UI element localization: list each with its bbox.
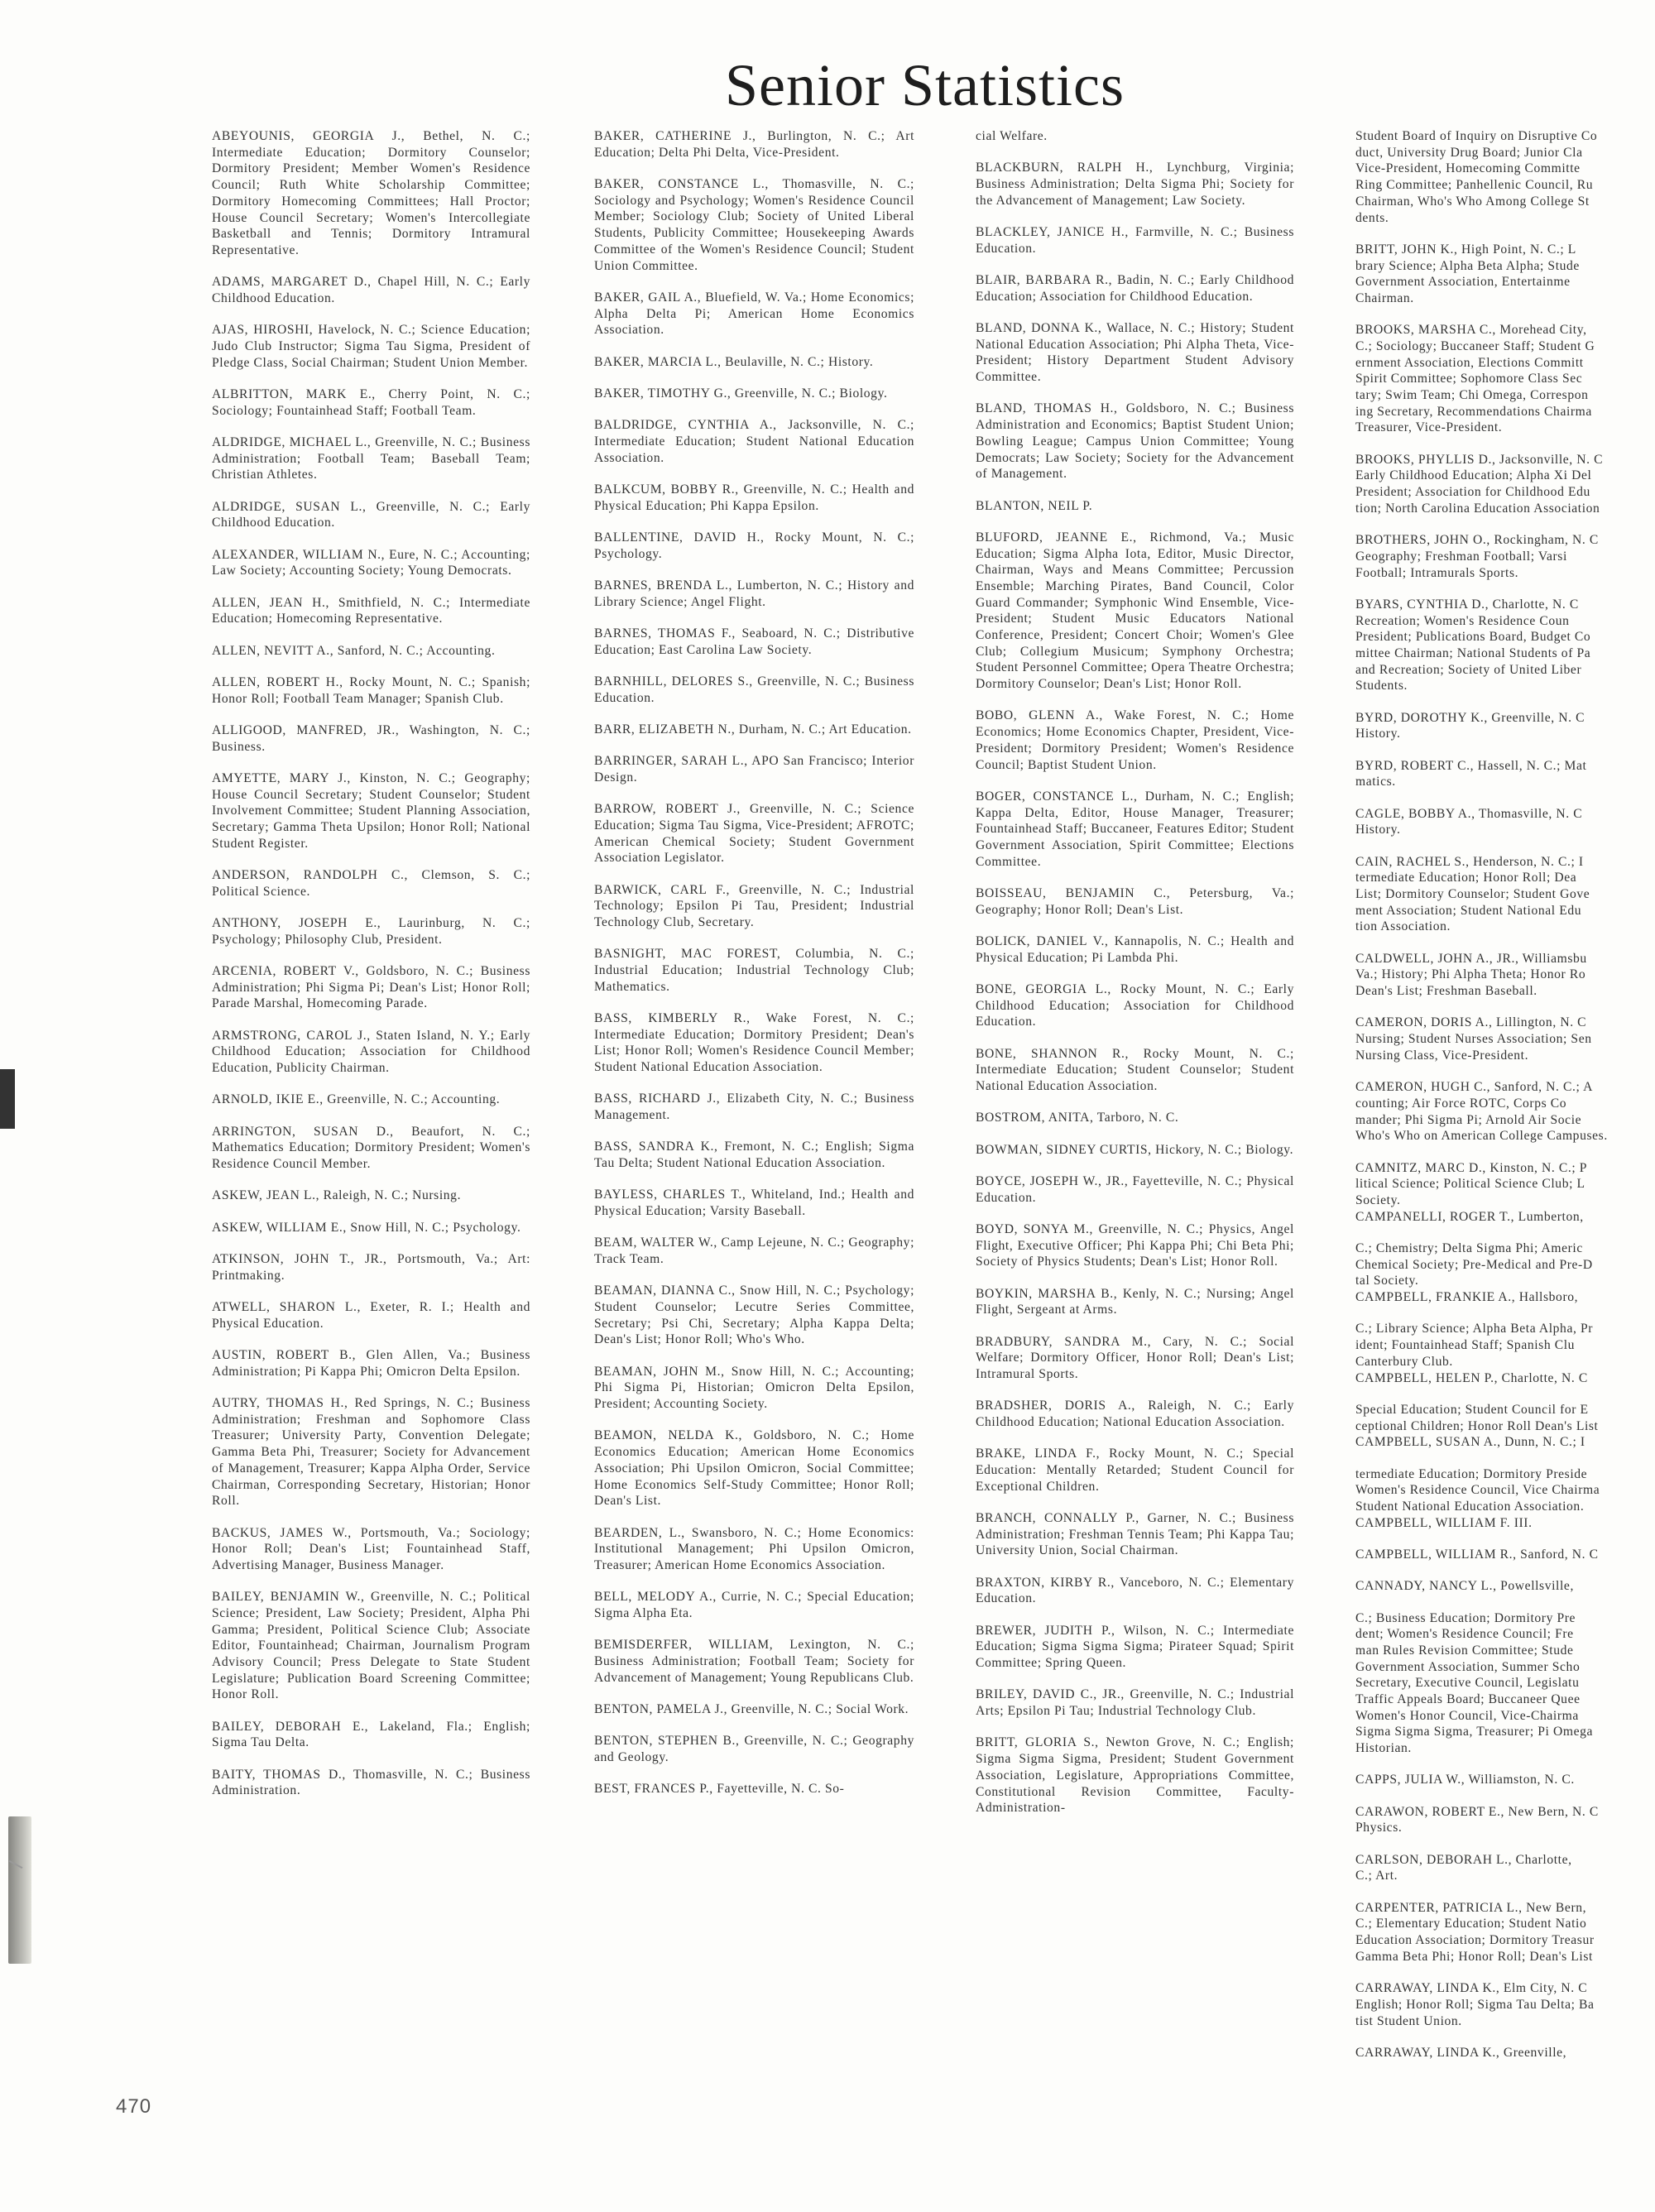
entry-line: C.; Library Science; Alpha Beta Alpha, Pr (1355, 1322, 1594, 1336)
entry-line: CAMPBELL, HELEN P., Charlotte, N. C (1355, 1370, 1588, 1385)
entry-line: C.; Business Education; Dormitory Pre (1355, 1610, 1576, 1625)
student-entry (1355, 758, 1655, 790)
entry-line: ident; Fountainhead Staff; Spanish Clu (1355, 1338, 1576, 1353)
student-entry: BAITY, THOMAS D., Thomasville, N. C.; Business Administration. (212, 1767, 530, 1798)
student-entry: BENTON, PAMELA J., Greenville, N. C.; Social Work. (594, 1701, 909, 1716)
entry-line: CAMPBELL, WILLIAM F. III. (1355, 1515, 1533, 1530)
student-entry (1355, 1804, 1655, 1836)
student-entry (1355, 322, 1655, 436)
entry-line: Treasurer, Vice-President. (1355, 420, 1503, 435)
entry-line: Student National Education Association. (1355, 1499, 1585, 1514)
student-entry: BOWMAN, SIDNEY CURTIS, Hickory, N. C.; Biology. (976, 1142, 1294, 1157)
entry-line: C.; Chemistry; Delta Sigma Phi; Americ (1355, 1240, 1583, 1255)
entry-line: Early Childhood Education; Alpha Xi Del (1355, 468, 1592, 483)
student-entry: BAILEY, DEBORAH E., Lakeland, Fla.; English; Sigma Tau Delta. (212, 1719, 530, 1750)
text-column-3 (976, 128, 1294, 1832)
student-entry (1355, 951, 1655, 1000)
student-entry: BOISSEAU, BENJAMIN C., Petersburg, Va.; Geography; Honor Roll; Dean's List. (976, 885, 1294, 917)
student-entry (1355, 1160, 1655, 1226)
entry-line: C.; Sociology; Buccaneer Staff; Student G (1355, 338, 1595, 353)
student-entry: ALBRITTON, MARK E., Cherry Point, N. C.; Sociology; Fountainhead Staff; Football Team. (212, 386, 530, 418)
page-title: Senior Statistics (725, 52, 1125, 118)
student-entry: BASS, RICHARD J., Elizabeth City, N. C.; Business Management. (594, 1092, 914, 1123)
student-entry: ALLEN, JEAN H., Smithfield, N. C.; Intermediate Education; Homecoming Representative. (212, 595, 530, 626)
entry-line: Traffic Appeals Board; Buccaneer Quee (1355, 1692, 1581, 1707)
entry-line: litical Science; Political Science Club; L (1355, 1177, 1585, 1192)
entry-line: tist Student Union. (1355, 2013, 1462, 2028)
student-entry: BASNIGHT, MAC FOREST, Columbia, N. C.; Industrial Education; Industrial Technology Club; Mathematics. (594, 947, 914, 994)
student-entry: ALLEN, NEVITT A., Sanford, N. C.; Accounting. (212, 643, 496, 658)
student-entry: BASS, SANDRA K., Fremont, N. C.; English; Sigma Tau Delta; Student National Education Association. (594, 1140, 914, 1171)
student-entry (1355, 806, 1655, 838)
student-entry (1355, 1772, 1655, 1788)
student-entry: BARWICK, CARL F., Greenville, N. C.; Industrial Technology; Epsilon Pi Tau, President; Industrial Technology Club, Secretary. (594, 882, 914, 929)
student-entry: AMYETTE, MARY J., Kinston, N. C.; Geography; House Council Secretary; Student Counselor; Student Involvement Committee; Student Planning Association, Secretary; Gamma Theta Upsilon; Honor Roll; National Student Register. (212, 770, 530, 851)
student-entry: BARRINGER, SARAH L., APO San Francisco; Interior Design. (594, 754, 914, 785)
student-entry: ALDRIDGE, SUSAN L., Greenville, N. C.; Early Childhood Education. (212, 499, 530, 530)
student-entry: BENTON, STEPHEN B., Greenville, N. C.; Geography and Geology. (594, 1734, 914, 1764)
entry-line: Nursing; Student Nurses Association; Sen (1355, 1032, 1592, 1047)
student-entry (1355, 1402, 1655, 1451)
student-entry (1355, 1079, 1655, 1144)
entry-line: Secretary, Executive Council, Legislatu (1355, 1676, 1580, 1691)
entry-line: Dean's List; Freshman Baseball. (1355, 984, 1537, 999)
student-entry: BLACKBURN, RALPH H., Lynchburg, Virginia; Business Administration; Delta Sigma Phi; Society for the Advancement of Management; Law Society. (976, 161, 1294, 208)
text-column-1 (212, 128, 530, 1815)
student-entry: BRADSHER, DORIS A., Raleigh, N. C.; Early Childhood Education; National Education Association. (976, 1399, 1294, 1430)
entry-line: BYRD, DOROTHY K., Greenville, N. C (1355, 710, 1585, 725)
page-edge-scan-shadow (8, 1816, 31, 1964)
student-entry: BARR, ELIZABETH N., Durham, N. C.; Art Education. (594, 722, 912, 737)
student-entry (1355, 710, 1655, 742)
student-entry: BARROW, ROBERT J., Greenville, N. C.; Science Education; Sigma Tau Sigma, Vice-President; AFROTC; American Chemical Society; Student Government Association Legislator. (594, 802, 914, 866)
student-entry: BREWER, JUDITH P., Wilson, N. C.; Intermediate Education; Sigma Sigma Sigma; Pirateer Squad; Spirit Committee; Spring Queen. (976, 1623, 1294, 1671)
entry-line: dents. (1355, 210, 1389, 225)
student-entry (1355, 2045, 1655, 2061)
student-entry: ATKINSON, JOHN T., JR., Portsmouth, Va.; Art: Printmaking. (212, 1252, 530, 1283)
entry-line: CARLSON, DEBORAH L., Charlotte, (1355, 1852, 1572, 1867)
student-entry (1355, 1610, 1655, 1757)
student-entry: ARRINGTON, SUSAN D., Beaufort, N. C.; Mathematics Education; Dormitory President; Women's Residence Council Member. (212, 1124, 530, 1172)
student-entry: BONE, GEORGIA L., Rocky Mount, N. C.; Early Childhood Education; Association for Childhood Education. (976, 981, 1294, 1029)
student-entry: BLUFORD, JEANNE E., Richmond, Va.; Music Education; Sigma Alpha Iota, Editor, Music Director, Chairman, Ways and Means Committee; Percussion Ensemble; Marching Pirates, Band Council, Color Guard Commander; Symphonic Wind Ensemble, Vice-President; Student Music Educators National Conference, President; Concert Choir; Women's Glee Club; Collegium Musicum; Symphony Orchestra; Student Personnel Committee; Opera Theatre Orchestra; Dormitory Counselor; Dean's List; Honor Roll. (976, 530, 1294, 692)
entry-line: man Rules Revision Committee; Stude (1355, 1643, 1574, 1658)
entry-line: BRITT, JOHN K., High Point, N. C.; L (1355, 242, 1576, 257)
page-number: 470 (116, 2095, 152, 2118)
student-entry: BEAMON, NELDA K., Goldsboro, N. C.; Home Economics Education; American Home Economics Association; Phi Upsilon Omicron, Social Committee; Home Economics Self-Study Committee; Honor Roll; Dean's List. (594, 1428, 914, 1509)
entry-line: CAIN, RACHEL S., Henderson, N. C.; I (1355, 854, 1584, 869)
entry-line: C.; Elementary Education; Student Natio (1355, 1917, 1587, 1931)
student-entry: ABEYOUNIS, GEORGIA J., Bethel, N. C.; Intermediate Education; Dormitory Counselor; Dormitory President; Member Women's Residence Council; Ruth White Scholarship Committee; Dormitory Homecoming Committees; Hall Proctor; House Council Secretary; Women's Intercollegiate Basketball and Tennis; Dormitory Intramural Representative. (212, 129, 530, 257)
entry-line: CARAWON, ROBERT E., New Bern, N. C (1355, 1804, 1599, 1819)
entry-line: CAMPBELL, SUSAN A., Dunn, N. C.; I (1355, 1435, 1585, 1450)
entry-line: President; Association for Childhood Edu (1355, 485, 1590, 500)
entry-line: tion Association. (1355, 919, 1451, 934)
student-entry (1355, 1015, 1655, 1063)
entry-line: BROOKS, MARSHA C., Morehead City, (1355, 323, 1587, 338)
entry-line: Gamma Beta Phi; Honor Roll; Dean's List (1355, 1949, 1593, 1964)
entry-line: termediate Education; Honor Roll; Dea (1355, 871, 1577, 885)
student-entry (1355, 1900, 1655, 1965)
student-entry: cial Welfare. (976, 129, 1048, 143)
entry-line: CAMERON, HUGH C., Sanford, N. C.; A (1355, 1080, 1593, 1095)
entry-line: History. (1355, 823, 1401, 837)
student-entry: BEAMAN, DIANNA C., Snow Hill, N. C.; Psychology; Student Counselor; Lecutre Series Committee, Secretary; Psi Chi, Secretary; Alpha Kappa Delta; Dean's List; Honor Roll; Who's Who. (594, 1284, 914, 1347)
student-entry: BEAM, WALTER W., Camp Lejeune, N. C.; Geography; Track Team. (594, 1236, 914, 1267)
entry-line: ing Secretary, Recommendations Chairma (1355, 404, 1592, 419)
entry-line: ernment Association, Elections Committ (1355, 355, 1584, 370)
student-entry (1355, 1466, 1655, 1532)
student-entry: BRITT, GLORIA S., Newton Grove, N. C.; English; Sigma Sigma Sigma, President; Student Government Association, Legislature, Appropriations Committee, Constitutional Revision Committee, Faculty-Administration- (976, 1735, 1294, 1816)
entry-line: History. (1355, 727, 1401, 741)
student-entry: ASKEW, JEAN L., Raleigh, N. C.; Nursing. (212, 1188, 462, 1203)
student-entry: BARNES, THOMAS F., Seaboard, N. C.; Distributive Education; East Carolina Law Society. (594, 626, 914, 657)
entry-line: CAMERON, DORIS A., Lillington, N. C (1355, 1015, 1587, 1030)
student-entry (1355, 1578, 1655, 1595)
entry-line: Chemical Society; Pre-Medical and Pre-D (1355, 1257, 1593, 1272)
student-entry: BOYD, SONYA M., Greenville, N. C.; Physics, Angel Flight, Executive Officer; Phi Kappa Phi; Chi Beta Phi; Society of Physics Students; Dean's List; Honor Roll. (976, 1221, 1294, 1269)
student-entry (1355, 1240, 1655, 1306)
entry-line: Student Board of Inquiry on Disruptive Co (1355, 129, 1598, 143)
entry-line: BYRD, ROBERT C., Hassell, N. C.; Mat (1355, 758, 1587, 773)
student-entry: BASS, KIMBERLY R., Wake Forest, N. C.; Intermediate Education; Dormitory President; Dean's List; Honor Roll; Women's Residence Council Member; Student National Education Association. (594, 1010, 914, 1075)
entry-line: mittee Chairman; National Students of Pa (1355, 645, 1591, 660)
entry-line: Historian. (1355, 1741, 1412, 1756)
student-entry: BOGER, CONSTANCE L., Durham, N. C.; English; Kappa Delta, Editor, House Manager, Treasurer; Fountainhead Staff; Buccaneer, Features Editor; Student Government Association, Spirit Committee; Elections Committee. (976, 789, 1294, 869)
entry-line: CAMPANELLI, ROGER T., Lumberton, (1355, 1209, 1584, 1224)
student-entry: BLAIR, BARBARA R., Badin, N. C.; Early Childhood Education; Association for Childhood Education. (976, 273, 1294, 304)
student-entry (1355, 1547, 1655, 1563)
entry-line: CANNADY, NANCY L., Powellsville, (1355, 1579, 1574, 1594)
entry-line: Women's Honor Council, Vice-Chairma (1355, 1708, 1579, 1723)
entry-line: BROTHERS, JOHN O., Rockingham, N. C (1355, 533, 1599, 548)
student-entry (1355, 1852, 1655, 1884)
entry-line: CARRAWAY, LINDA K., Elm City, N. C (1355, 1981, 1588, 1996)
entry-line: Sigma Sigma Sigma, Treasurer; Pi Omega (1355, 1725, 1594, 1739)
student-entry: BRANCH, CONNALLY P., Garner, N. C.; Business Administration; Freshman Tennis Team; Phi Kappa Tau; University Union, Social Chairman. (976, 1511, 1294, 1558)
entry-line: BYARS, CYNTHIA D., Charlotte, N. C (1355, 597, 1579, 612)
student-entry: ARNOLD, IKIE E., Greenville, N. C.; Accounting. (212, 1092, 501, 1107)
entry-line: Chairman. (1355, 290, 1414, 305)
student-entry: BELL, MELODY A., Currie, N. C.; Special Education; Sigma Alpha Eta. (594, 1590, 914, 1620)
entry-line: tal Society. (1355, 1274, 1419, 1288)
student-entry (1355, 128, 1655, 226)
student-entry: BLAND, DONNA K., Wallace, N. C.; History; Student National Education Association; Phi Alpha Theta, Vice-President; History Department Student Advisory Committee. (976, 321, 1294, 385)
student-entry: ANTHONY, JOSEPH E., Laurinburg, N. C.; Psychology; Philosophy Club, President. (212, 916, 530, 947)
student-entry: ALDRIDGE, MICHAEL L., Greenville, N. C.; Business Administration; Football Team; Baseball Team; Christian Athletes. (212, 434, 530, 482)
student-entry: BRAKE, LINDA F., Rocky Mount, N. C.; Special Education: Mentally Retarded; Student Council for Exceptional Children. (976, 1447, 1294, 1494)
student-entry: BARNHILL, DELORES S., Greenville, N. C.; Business Education. (594, 674, 914, 705)
student-entry (1355, 242, 1655, 307)
entry-line: Chairman, Who's Who Among College St (1355, 194, 1590, 209)
entry-line: List; Dormitory Counselor; Student Gove (1355, 887, 1590, 902)
entry-line: duct, University Drug Board; Junior Cla (1355, 145, 1583, 160)
student-entry: BEAMAN, JOHN M., Snow Hill, N. C.; Accounting; Phi Sigma Pi, Historian; Omicron Delta Epsilon, President; Accounting Society. (594, 1364, 914, 1412)
entry-line: CAMPBELL, WILLIAM R., Sanford, N. C (1355, 1547, 1599, 1562)
student-entry: ADAMS, MARGARET D., Chapel Hill, N. C.; Early Childhood Education. (212, 275, 530, 305)
student-entry: BAKER, GAIL A., Bluefield, W. Va.; Home Economics; Alpha Delta Pi; American Home Economics Association. (594, 290, 914, 338)
entry-line: C.; Art. (1355, 1869, 1398, 1883)
entry-line: CAMPBELL, FRANKIE A., Hallsboro, (1355, 1290, 1579, 1305)
entry-line: English; Honor Roll; Sigma Tau Delta; Ba (1355, 1997, 1595, 2012)
student-entry (1355, 597, 1655, 694)
student-entry: BRADBURY, SANDRA M., Cary, N. C.; Social Welfare; Dormitory Officer, Honor Roll; Dean's List; Intramural Sports. (976, 1334, 1294, 1382)
entry-line: Government Association, Entertainme (1355, 275, 1571, 290)
entry-line: Women's Residence Council, Vice Chairma (1355, 1483, 1600, 1498)
entry-line: CARRAWAY, LINDA K., Greenville, (1355, 2045, 1567, 2060)
entry-line: Ring Committee; Panhellenic Council, Ru (1355, 178, 1594, 193)
entry-line: ment Association; Student National Edu (1355, 903, 1582, 918)
student-entry: BRILEY, DAVID C., JR., Greenville, N. C.; Industrial Arts; Epsilon Pi Tau; Industrial Technology Club. (976, 1687, 1294, 1719)
entry-line: Vice-President, Homecoming Committe (1355, 161, 1581, 176)
entry-line: CAGLE, BOBBY A., Thomasville, N. C (1355, 806, 1583, 821)
student-entry (1355, 532, 1655, 581)
student-entry: ALLEN, ROBERT H., Rocky Mount, N. C.; Spanish; Honor Roll; Football Team Manager; Spanish Club. (212, 674, 530, 706)
entry-line: Football; Intramurals Sports. (1355, 565, 1519, 580)
entry-line: tion; North Carolina Education Association (1355, 501, 1600, 516)
student-entry: BLACKLEY, JANICE H., Farmville, N. C.; Business Education. (976, 225, 1294, 256)
student-entry: BOYKIN, MARSHA B., Kenly, N. C.; Nursing; Angel Flight, Sergeant at Arms. (976, 1286, 1294, 1317)
student-entry: BACKUS, JAMES W., Portsmouth, Va.; Sociology; Honor Roll; Dean's List; Fountainhead Staff, Advertising Manager, Business Manager. (212, 1525, 530, 1572)
student-entry: BAILEY, BENJAMIN W., Greenville, N. C.; Political Science; President, Law Society; President, Alpha Phi Gamma; President, Political Science Club; Associate Editor, Fountainhead; Chairman, Journalism Program Advisory Council; Press Delegate to State Student Legislature; Publication Board Screening Committee; Honor Roll. (212, 1590, 530, 1702)
entry-line: Special Education; Student Council for E (1355, 1402, 1589, 1417)
student-entry: ANDERSON, RANDOLPH C., Clemson, S. C.; Political Science. (212, 868, 530, 899)
student-entry: BALKCUM, BOBBY R., Greenville, N. C.; Health and Physical Education; Phi Kappa Epsilon. (594, 482, 914, 513)
student-entry: BOSTROM, ANITA, Tarboro, N. C. (976, 1111, 1179, 1125)
student-entry: AUTRY, THOMAS H., Red Springs, N. C.; Business Administration; Freshman and Sophomore Class Treasurer; University Party, Convention Delegate; Gamma Beta Phi, Treasurer; Society for Advancement of Management, Treasurer; Kappa Alpha Order, Service Chairman, Corresponding Secretary, Historian; Honor Roll. (212, 1396, 530, 1509)
entry-line: Government Association, Summer Scho (1355, 1659, 1581, 1674)
student-entry: BAYLESS, CHARLES T., Whiteland, Ind.; Health and Physical Education; Varsity Baseball. (594, 1188, 914, 1219)
student-entry: AUSTIN, ROBERT B., Glen Allen, Va.; Business Administration; Pi Kappa Phi; Omicron Delta Epsilon. (212, 1348, 530, 1379)
entry-line: President; Publications Board, Budget Co (1355, 630, 1591, 645)
student-entry: ARMSTRONG, CAROL J., Staten Island, N. Y.; Early Childhood Education; Association for Childhood Education, Publicity Chairman. (212, 1028, 530, 1076)
student-entry: ALLIGOOD, MANFRED, JR., Washington, N. C.; Business. (212, 722, 530, 754)
student-entry: BEARDEN, L., Swansboro, N. C.; Home Economics: Institutional Management; Phi Upsilon Omicron, Treasurer; American Home Economics Association. (594, 1525, 914, 1572)
entry-line: Physics. (1355, 1821, 1403, 1835)
entry-line: mander; Phi Sigma Pi; Arnold Air Socie (1355, 1112, 1582, 1127)
entry-line: Education Association; Dormitory Treasur (1355, 1933, 1595, 1948)
student-entry: BALDRIDGE, CYNTHIA A., Jacksonville, N. C.; Intermediate Education; Student National Education Association. (594, 418, 914, 465)
student-entry: AJAS, HIROSHI, Havelock, N. C.; Science Education; Judo Club Instructor; Sigma Tau Sigma, President of Pledge Class, Social Chairman; Student Union Member. (212, 323, 530, 370)
student-entry: ARCENIA, ROBERT V., Goldsboro, N. C.; Business Administration; Phi Sigma Pi; Dean's List; Honor Roll; Parade Marshal, Homecoming Parade. (212, 964, 530, 1011)
entry-line: BROOKS, PHYLLIS D., Jacksonville, N. C (1355, 452, 1604, 467)
entry-line: CAPPS, JULIA W., Williamston, N. C. (1355, 1773, 1575, 1787)
student-entry: BOLICK, DANIEL V., Kannapolis, N. C.; Health and Physical Education; Pi Lambda Phi. (976, 933, 1294, 965)
entry-line: tary; Swim Team; Chi Omega, Correspon (1355, 388, 1589, 403)
student-entry: BAKER, MARCIA L., Beulaville, N. C.; History. (594, 354, 874, 369)
entry-line: brary Science; Alpha Beta Alpha; Stude (1355, 258, 1580, 273)
entry-line: CALDWELL, JOHN A., JR., Williamsbu (1355, 951, 1587, 966)
entry-line: dent; Women's Residence Council; Fre (1355, 1627, 1574, 1642)
student-entry (1355, 1321, 1655, 1386)
entry-line: counting; Air Force ROTC, Corps Co (1355, 1096, 1567, 1111)
page-edge-tab-mark (0, 1069, 15, 1129)
entry-line: Nursing Class, Vice-President. (1355, 1048, 1529, 1063)
student-entry: ALEXANDER, WILLIAM N., Eure, N. C.; Accounting; Law Society; Accounting Society; Young Democrats. (212, 547, 530, 578)
entry-line: ceptional Children; Honor Roll Dean's List (1355, 1418, 1599, 1433)
entry-line: Va.; History; Phi Alpha Theta; Honor Ro (1355, 967, 1586, 982)
student-entry: BOBO, GLENN A., Wake Forest, N. C.; Home Economics; Home Economics Chapter, President, Vice-President; Dormitory President; Women's Residence Council; Baptist Student Union. (976, 708, 1294, 772)
student-entry: BARNES, BRENDA L., Lumberton, N. C.; History and Library Science; Angel Flight. (594, 578, 914, 609)
student-entry: BAKER, TIMOTHY G., Greenville, N. C.; Biology. (594, 386, 888, 401)
student-entry: BAKER, CONSTANCE L., Thomasville, N. C.; Sociology and Psychology; Women's Residence Council Member; Sociology Club; Society of United Liberal Students, Publicity Committee; Housekeeping Awards Committee of the Women's Residence Council; Student Union Committee. (594, 177, 914, 273)
student-entry (1355, 1980, 1655, 2029)
entry-line: Who's Who on American College Campuses. (1355, 1129, 1608, 1144)
entry-line: termediate Education; Dormitory Preside (1355, 1466, 1588, 1481)
entry-line: Canterbury Club. (1355, 1354, 1453, 1369)
entry-line: CAMNITZ, MARC D., Kinston, N. C.; P (1355, 1160, 1588, 1175)
text-column-4 (1355, 128, 1655, 2076)
student-entry: BALLENTINE, DAVID H., Rocky Mount, N. C.; Psychology. (594, 530, 914, 561)
student-entry: BONE, SHANNON R., Rocky Mount, N. C.; Intermediate Education; Student Counselor; Student National Education Association. (976, 1046, 1294, 1094)
entry-line: CARPENTER, PATRICIA L., New Bern, (1355, 1900, 1587, 1915)
student-entry: BLANTON, NEIL P. (976, 498, 1093, 513)
student-entry: ASKEW, WILLIAM E., Snow Hill, N. C.; Psychology. (212, 1220, 521, 1235)
student-entry: BEMISDERFER, WILLIAM, Lexington, N. C.; Business Administration; Football Team; Society for Advancement of Management; Young Republicans Club. (594, 1638, 914, 1685)
student-entry: BOYCE, JOSEPH W., JR., Fayetteville, N. C.; Physical Education. (976, 1173, 1294, 1205)
entry-line: Society. (1355, 1192, 1401, 1207)
student-entry (1355, 452, 1655, 517)
entry-line: Geography; Freshman Football; Varsi (1355, 549, 1567, 564)
student-entry: BRAXTON, KIRBY R., Vanceboro, N. C.; Elementary Education. (976, 1575, 1294, 1606)
entry-line: and Recreation; Society of United Liber (1355, 662, 1582, 677)
entry-line: matics. (1355, 775, 1396, 789)
text-column-2 (594, 128, 914, 1813)
entry-line: Recreation; Women's Residence Coun (1355, 613, 1570, 628)
student-entry: BEST, FRANCES P., Fayetteville, N. C. So- (594, 1782, 845, 1797)
student-entry: ATWELL, SHARON L., Exeter, R. I.; Health and Physical Education. (212, 1300, 530, 1331)
student-entry (1355, 854, 1655, 936)
entry-line: Students. (1355, 679, 1408, 693)
student-entry: BLAND, THOMAS H., Goldsboro, N. C.; Business Administration and Economics; Baptist Student Union; Bowling League; Campus Union Committee; Young Democrats; Law Society; Society for the Advancement of Management. (976, 401, 1294, 482)
student-entry: BAKER, CATHERINE J., Burlington, N. C.; Art Education; Delta Phi Delta, Vice-President. (594, 129, 914, 160)
entry-line: Spirit Committee; Sophomore Class Sec (1355, 372, 1583, 386)
